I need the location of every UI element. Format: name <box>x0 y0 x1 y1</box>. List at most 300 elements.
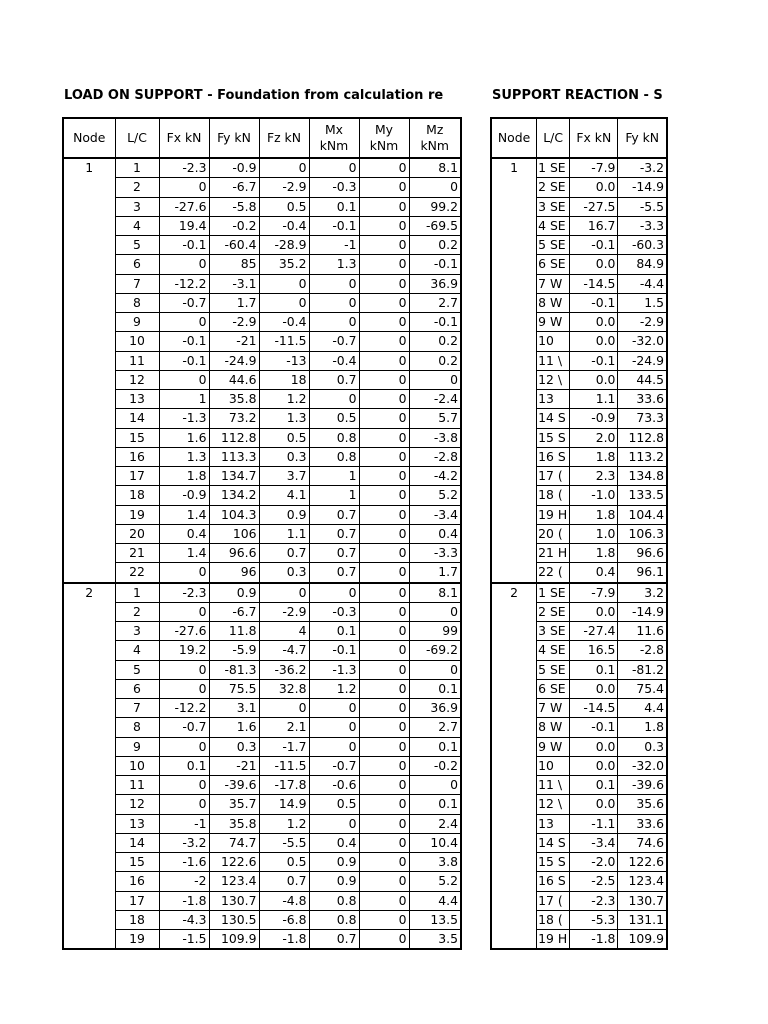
value-cell: 74.6 <box>618 833 667 852</box>
value-cell: -0.3 <box>309 602 359 621</box>
load-case-cell: 5 <box>115 660 159 679</box>
load-case-cell: 17 <box>115 467 159 486</box>
load-case-cell: 15 S <box>537 853 570 872</box>
value-cell: -14.5 <box>570 274 618 293</box>
value-cell: -2.8 <box>409 447 461 466</box>
load-case-cell: 3 <box>115 197 159 216</box>
value-cell: 0 <box>359 930 409 950</box>
value-cell: 1.3 <box>309 255 359 274</box>
value-cell: 0 <box>159 178 209 197</box>
load-case-cell: 3 <box>115 622 159 641</box>
table-row <box>63 602 461 621</box>
value-cell: -7.9 <box>570 583 618 603</box>
value-cell: 2.1 <box>259 718 309 737</box>
value-cell: 0 <box>309 737 359 756</box>
value-cell: -3.2 <box>159 833 209 852</box>
table-row <box>63 641 461 660</box>
value-cell: 0.1 <box>570 776 618 795</box>
table-row <box>63 699 461 718</box>
value-cell: 0 <box>259 293 309 312</box>
load-case-cell: 11 <box>115 351 159 370</box>
value-cell: -0.9 <box>209 158 259 178</box>
value-cell: 44.6 <box>209 370 259 389</box>
value-cell: -1.1 <box>570 814 618 833</box>
value-cell: 36.9 <box>409 699 461 718</box>
value-cell: 1 <box>309 486 359 505</box>
value-cell: 85 <box>209 255 259 274</box>
value-cell: 0 <box>159 776 209 795</box>
value-cell: -5.3 <box>570 910 618 929</box>
value-cell: 1.5 <box>618 293 667 312</box>
value-cell: 0 <box>259 158 309 178</box>
value-cell: 0 <box>359 158 409 178</box>
value-cell: 0 <box>159 679 209 698</box>
load-case-cell: 18 <box>115 486 159 505</box>
value-cell: -81.3 <box>209 660 259 679</box>
value-cell: 0 <box>359 833 409 852</box>
value-cell: 32.8 <box>259 679 309 698</box>
value-cell: 0 <box>359 524 409 543</box>
value-cell: 0.8 <box>309 891 359 910</box>
table-row <box>491 583 667 603</box>
column-header: L/C <box>537 118 570 158</box>
value-cell: 0 <box>359 583 409 603</box>
value-cell: 1.3 <box>159 447 209 466</box>
value-cell: 0 <box>359 563 409 583</box>
value-cell: -1.0 <box>570 486 618 505</box>
value-cell: 0.7 <box>259 544 309 563</box>
load-case-cell: 17 <box>115 891 159 910</box>
load-case-cell: 15 S <box>537 428 570 447</box>
value-cell: -12.2 <box>159 274 209 293</box>
value-cell: 0 <box>359 236 409 255</box>
value-cell: 35.2 <box>259 255 309 274</box>
value-cell: -2.3 <box>159 158 209 178</box>
value-cell: -69.5 <box>409 216 461 235</box>
load-case-cell: 10 <box>537 756 570 775</box>
value-cell: 14.9 <box>259 795 309 814</box>
load-case-cell: 7 W <box>537 274 570 293</box>
value-cell: -32.0 <box>618 756 667 775</box>
value-cell: 0 <box>259 274 309 293</box>
load-case-cell: 12 <box>115 370 159 389</box>
value-cell: -6.7 <box>209 602 259 621</box>
value-cell: 18 <box>259 370 309 389</box>
value-cell: -24.9 <box>618 351 667 370</box>
value-cell: 0.0 <box>570 178 618 197</box>
value-cell: -3.2 <box>618 158 667 178</box>
value-cell: 4 <box>259 622 309 641</box>
load-case-cell: 13 <box>537 390 570 409</box>
value-cell: 0 <box>409 660 461 679</box>
value-cell: 11.8 <box>209 622 259 641</box>
table-row <box>491 158 667 178</box>
value-cell: -0.7 <box>159 293 209 312</box>
table-row <box>63 236 461 255</box>
value-cell: 0 <box>309 718 359 737</box>
value-cell: 96 <box>209 563 259 583</box>
table-row <box>63 255 461 274</box>
value-cell: 122.6 <box>618 853 667 872</box>
value-cell: 1.7 <box>409 563 461 583</box>
value-cell: 0 <box>159 313 209 332</box>
load-case-cell: 6 SE <box>537 255 570 274</box>
value-cell: 0 <box>359 699 409 718</box>
value-cell: -3.3 <box>618 216 667 235</box>
value-cell: 113.2 <box>618 447 667 466</box>
value-cell: 0.9 <box>209 583 259 603</box>
table-row <box>63 891 461 910</box>
value-cell: 0.1 <box>309 622 359 641</box>
table-row <box>63 428 461 447</box>
load-on-support-table <box>62 117 462 950</box>
value-cell: 19.4 <box>159 216 209 235</box>
value-cell: 0 <box>309 583 359 603</box>
load-case-cell: 22 ( <box>537 563 570 583</box>
right-table-container <box>490 117 668 957</box>
load-case-cell: 21 <box>115 544 159 563</box>
value-cell: 0 <box>159 795 209 814</box>
node-cell: 2 <box>491 583 537 950</box>
value-cell: 131.1 <box>618 910 667 929</box>
value-cell: 0 <box>359 216 409 235</box>
column-header: L/C <box>115 118 159 158</box>
value-cell: 0.8 <box>309 910 359 929</box>
table-row <box>63 718 461 737</box>
value-cell: 0.0 <box>570 332 618 351</box>
value-cell: 0.0 <box>570 795 618 814</box>
load-case-cell: 4 <box>115 216 159 235</box>
value-cell: -11.5 <box>259 756 309 775</box>
value-cell: 113.3 <box>209 447 259 466</box>
column-header: Fx kN <box>570 118 618 158</box>
value-cell: -0.1 <box>309 641 359 660</box>
load-case-cell: 7 <box>115 699 159 718</box>
value-cell: 106 <box>209 524 259 543</box>
value-cell: 134.2 <box>209 486 259 505</box>
value-cell: 2.3 <box>570 467 618 486</box>
value-cell: 13.5 <box>409 910 461 929</box>
value-cell: 134.8 <box>618 467 667 486</box>
value-cell: 0 <box>359 853 409 872</box>
value-cell: -0.9 <box>159 486 209 505</box>
column-header: Fy kN <box>209 118 259 158</box>
load-case-cell: 10 <box>115 756 159 775</box>
value-cell: 0.7 <box>259 872 309 891</box>
load-case-cell: 1 <box>115 583 159 603</box>
value-cell: 1 <box>159 390 209 409</box>
column-header: My kNm <box>359 118 409 158</box>
load-case-cell: 4 SE <box>537 216 570 235</box>
value-cell: -1.6 <box>159 853 209 872</box>
value-cell: 3.5 <box>409 930 461 950</box>
value-cell: 0 <box>259 583 309 603</box>
table-row <box>63 622 461 641</box>
value-cell: 0.3 <box>209 737 259 756</box>
load-case-cell: 17 ( <box>537 891 570 910</box>
value-cell: 35.8 <box>209 814 259 833</box>
value-cell: 0.9 <box>309 872 359 891</box>
value-cell: 3.2 <box>618 583 667 603</box>
value-cell: 0 <box>309 274 359 293</box>
value-cell: -24.9 <box>209 351 259 370</box>
load-case-cell: 20 ( <box>537 524 570 543</box>
value-cell: 99 <box>409 622 461 641</box>
value-cell: -60.3 <box>618 236 667 255</box>
load-case-cell: 2 SE <box>537 178 570 197</box>
value-cell: 96.6 <box>209 544 259 563</box>
value-cell: 0 <box>359 737 409 756</box>
load-case-cell: 4 <box>115 641 159 660</box>
value-cell: -3.4 <box>570 833 618 852</box>
table-row <box>63 274 461 293</box>
table-row <box>63 833 461 852</box>
load-case-cell: 9 W <box>537 737 570 756</box>
value-cell: 0.0 <box>570 756 618 775</box>
value-cell: -4.8 <box>259 891 309 910</box>
value-cell: 0 <box>159 255 209 274</box>
value-cell: -2.4 <box>409 390 461 409</box>
value-cell: 8.1 <box>409 583 461 603</box>
value-cell: 4.4 <box>618 699 667 718</box>
value-cell: -27.6 <box>159 622 209 641</box>
value-cell: 104.3 <box>209 505 259 524</box>
load-case-cell: 18 ( <box>537 486 570 505</box>
value-cell: -2.3 <box>159 583 209 603</box>
value-cell: 109.9 <box>209 930 259 950</box>
value-cell: 0 <box>359 776 409 795</box>
table-row <box>63 776 461 795</box>
value-cell: -1.3 <box>159 409 209 428</box>
value-cell: -21 <box>209 332 259 351</box>
value-cell: 19.2 <box>159 641 209 660</box>
load-case-cell: 1 SE <box>537 158 570 178</box>
left-table-title: LOAD ON SUPPORT - Foundation from calculation re <box>64 88 444 103</box>
value-cell: 0 <box>359 544 409 563</box>
table-row <box>63 158 461 178</box>
value-cell: 44.5 <box>618 370 667 389</box>
load-case-cell: 12 <box>115 795 159 814</box>
value-cell: 0 <box>359 602 409 621</box>
load-case-cell: 15 <box>115 853 159 872</box>
value-cell: 0 <box>409 776 461 795</box>
load-case-cell: 8 W <box>537 718 570 737</box>
load-case-cell: 21 H <box>537 544 570 563</box>
value-cell: -0.7 <box>309 756 359 775</box>
value-cell: 134.7 <box>209 467 259 486</box>
value-cell: 5.7 <box>409 409 461 428</box>
value-cell: 0 <box>309 699 359 718</box>
value-cell: 0.7 <box>309 370 359 389</box>
value-cell: 122.6 <box>209 853 259 872</box>
value-cell: 2.0 <box>570 428 618 447</box>
load-case-cell: 9 W <box>537 313 570 332</box>
value-cell: -4.2 <box>409 467 461 486</box>
load-case-cell: 5 SE <box>537 236 570 255</box>
right-table-title: SUPPORT REACTION - S <box>492 88 663 103</box>
value-cell: 104.4 <box>618 505 667 524</box>
load-case-cell: 11 <box>115 776 159 795</box>
load-case-cell: 18 ( <box>537 910 570 929</box>
value-cell: 0.5 <box>259 197 309 216</box>
value-cell: -1 <box>159 814 209 833</box>
value-cell: -81.2 <box>618 660 667 679</box>
value-cell: -5.5 <box>618 197 667 216</box>
value-cell: -0.6 <box>309 776 359 795</box>
table-row <box>63 486 461 505</box>
table-row <box>63 756 461 775</box>
value-cell: -6.7 <box>209 178 259 197</box>
value-cell: 0.2 <box>409 351 461 370</box>
value-cell: 0 <box>359 178 409 197</box>
value-cell: -0.4 <box>259 216 309 235</box>
load-case-cell: 14 S <box>537 409 570 428</box>
value-cell: 0.1 <box>409 795 461 814</box>
table-row <box>63 679 461 698</box>
table-row <box>63 583 461 603</box>
value-cell: -0.1 <box>159 332 209 351</box>
value-cell: -0.9 <box>570 409 618 428</box>
value-cell: -3.3 <box>409 544 461 563</box>
value-cell: 0 <box>359 660 409 679</box>
value-cell: 1.2 <box>259 390 309 409</box>
table-row <box>63 332 461 351</box>
value-cell: 33.6 <box>618 814 667 833</box>
value-cell: 0 <box>359 274 409 293</box>
value-cell: 0.7 <box>309 930 359 950</box>
value-cell: 1.1 <box>259 524 309 543</box>
value-cell: 0 <box>409 370 461 389</box>
column-header: Fy kN <box>618 118 667 158</box>
value-cell: 0.4 <box>409 524 461 543</box>
value-cell: 16.5 <box>570 641 618 660</box>
value-cell: -5.9 <box>209 641 259 660</box>
value-cell: 0 <box>159 563 209 583</box>
column-header: Fx kN <box>159 118 209 158</box>
value-cell: -6.8 <box>259 910 309 929</box>
value-cell: -1.8 <box>570 930 618 950</box>
column-header: Node <box>491 118 537 158</box>
table-row <box>63 660 461 679</box>
value-cell: -1.3 <box>309 660 359 679</box>
value-cell: 3.8 <box>409 853 461 872</box>
value-cell: 0 <box>359 390 409 409</box>
table-row <box>63 351 461 370</box>
value-cell: -0.1 <box>570 236 618 255</box>
value-cell: -3.8 <box>409 428 461 447</box>
value-cell: 0.0 <box>570 370 618 389</box>
load-case-cell: 2 SE <box>537 602 570 621</box>
value-cell: 1 <box>309 467 359 486</box>
value-cell: 75.5 <box>209 679 259 698</box>
value-cell: 5.2 <box>409 486 461 505</box>
value-cell: -69.2 <box>409 641 461 660</box>
load-case-cell: 19 H <box>537 505 570 524</box>
table-row <box>63 293 461 312</box>
column-header: Mz kNm <box>409 118 461 158</box>
value-cell: 0.0 <box>570 737 618 756</box>
value-cell: -21 <box>209 756 259 775</box>
value-cell: 0 <box>409 602 461 621</box>
load-case-cell: 10 <box>537 332 570 351</box>
table-row <box>63 390 461 409</box>
value-cell: 0.3 <box>618 737 667 756</box>
value-cell: 8.1 <box>409 158 461 178</box>
value-cell: -4.7 <box>259 641 309 660</box>
table-row <box>63 737 461 756</box>
value-cell: 0.0 <box>570 679 618 698</box>
value-cell: 99.2 <box>409 197 461 216</box>
value-cell: -13 <box>259 351 309 370</box>
value-cell: 1.6 <box>209 718 259 737</box>
value-cell: 0 <box>359 756 409 775</box>
support-reaction-table <box>490 117 668 950</box>
value-cell: 0 <box>359 486 409 505</box>
value-cell: -2.0 <box>570 853 618 872</box>
value-cell: 0.7 <box>309 524 359 543</box>
table-row <box>63 872 461 891</box>
value-cell: -4.3 <box>159 910 209 929</box>
value-cell: -11.5 <box>259 332 309 351</box>
value-cell: 35.7 <box>209 795 259 814</box>
left-table-container <box>62 117 462 955</box>
value-cell: -27.4 <box>570 622 618 641</box>
value-cell: 0.5 <box>309 409 359 428</box>
load-case-cell: 19 <box>115 930 159 950</box>
table-row <box>63 910 461 929</box>
value-cell: 74.7 <box>209 833 259 852</box>
value-cell: 0.4 <box>570 563 618 583</box>
value-cell: 109.9 <box>618 930 667 950</box>
value-cell: 123.4 <box>209 872 259 891</box>
value-cell: -0.1 <box>570 718 618 737</box>
value-cell: 0.1 <box>309 197 359 216</box>
value-cell: 0 <box>159 602 209 621</box>
table-row <box>63 313 461 332</box>
value-cell: 0 <box>359 891 409 910</box>
value-cell: 0.2 <box>409 236 461 255</box>
load-case-cell: 14 <box>115 409 159 428</box>
value-cell: -28.9 <box>259 236 309 255</box>
value-cell: 0.8 <box>309 428 359 447</box>
load-case-cell: 13 <box>537 814 570 833</box>
table-row <box>63 216 461 235</box>
value-cell: 4.4 <box>409 891 461 910</box>
value-cell: 0 <box>309 390 359 409</box>
value-cell: -0.1 <box>309 216 359 235</box>
value-cell: 1.8 <box>570 505 618 524</box>
value-cell: 0 <box>159 660 209 679</box>
value-cell: -4.4 <box>618 274 667 293</box>
table-row <box>63 409 461 428</box>
value-cell: 0 <box>359 197 409 216</box>
load-case-cell: 19 H <box>537 930 570 950</box>
load-case-cell: 10 <box>115 332 159 351</box>
load-case-cell: 7 <box>115 274 159 293</box>
value-cell: -39.6 <box>618 776 667 795</box>
value-cell: 1.1 <box>570 390 618 409</box>
value-cell: -0.1 <box>570 351 618 370</box>
load-case-cell: 6 SE <box>537 679 570 698</box>
value-cell: -0.2 <box>409 756 461 775</box>
load-case-cell: 2 <box>115 602 159 621</box>
value-cell: -14.5 <box>570 699 618 718</box>
value-cell: -2.9 <box>259 178 309 197</box>
value-cell: 2.7 <box>409 293 461 312</box>
value-cell: -1 <box>309 236 359 255</box>
value-cell: 133.5 <box>618 486 667 505</box>
value-cell: 0 <box>359 641 409 660</box>
